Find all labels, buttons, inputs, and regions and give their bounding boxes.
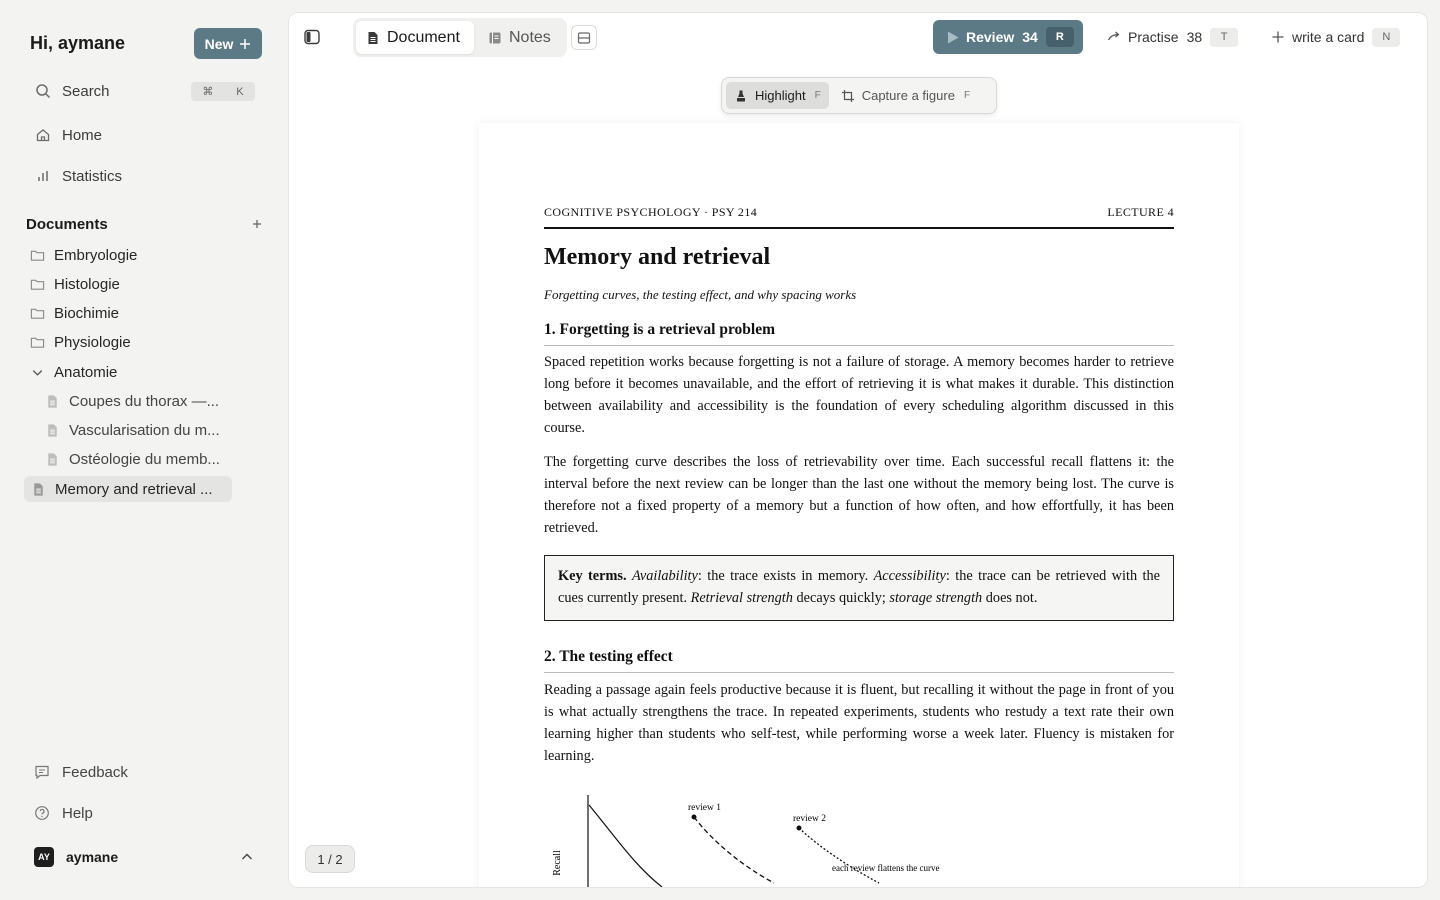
help-label: Help xyxy=(62,804,93,822)
section-heading: 2. The testing effect xyxy=(544,648,1174,673)
highlight-button[interactable] xyxy=(726,82,829,109)
figure-curve-after-review-2 xyxy=(799,828,879,883)
doc-vascularisation[interactable] xyxy=(45,417,231,443)
review-button[interactable] xyxy=(933,20,1083,54)
definition: : the trace exists in memory. xyxy=(697,568,874,584)
sidebar-item-home[interactable] xyxy=(26,119,256,151)
figure-curve-initial xyxy=(589,805,662,887)
document-label: Memory and retrieval ... xyxy=(55,480,213,498)
annotation-toolbar xyxy=(721,77,997,114)
tab-notes[interactable] xyxy=(478,21,561,54)
user-menu[interactable] xyxy=(34,846,260,868)
figure-curve-after-review-1 xyxy=(694,817,774,883)
document-icon xyxy=(366,31,380,45)
feedback-label: Feedback xyxy=(62,763,128,781)
folder-icon xyxy=(30,276,46,292)
doc-memory-retrieval[interactable] xyxy=(24,476,232,502)
folder-icon xyxy=(30,247,46,263)
figure-y-label: Recall xyxy=(552,850,563,876)
arrow-icon xyxy=(1107,30,1121,44)
kbd-cmd: ⌘ xyxy=(202,86,214,98)
play-icon xyxy=(947,31,959,44)
greeting: Hi, aymane xyxy=(30,33,126,53)
sidebar-item-label: Statistics xyxy=(62,167,123,185)
crop-icon xyxy=(841,89,855,103)
document-subtitle: Forgetting curves, the testing effect, and why spacing works xyxy=(544,287,857,302)
document-icon xyxy=(31,481,47,497)
plus-icon xyxy=(239,38,251,50)
term: Retrieval strength xyxy=(690,590,793,606)
document-panel xyxy=(288,12,1428,888)
sidebar xyxy=(0,0,288,900)
practise-count: 38 xyxy=(1186,29,1203,45)
document-title: Memory and retrieval xyxy=(544,244,771,270)
figure-label-review-2: review 2 xyxy=(793,814,826,824)
document-label: Coupes du thorax —... xyxy=(69,392,220,410)
term: Availability xyxy=(631,568,698,584)
plus-icon xyxy=(1271,30,1285,44)
folder-icon xyxy=(30,305,46,321)
forgetting-curve-figure xyxy=(544,795,964,888)
document-icon xyxy=(45,451,61,467)
write-card-button[interactable] xyxy=(1271,25,1400,49)
paragraph: The forgetting curve describes the loss of retrievability over time. Each successful recall flattens it: the interval before the next review can be longer than the last one without the memory being lost. The curve is therefore not a fixed property of a memory but a function of how often, and how effortfully, it has been retrieved. xyxy=(544,454,1174,536)
figure-point-review-1 xyxy=(692,815,697,820)
tab-label: Notes xyxy=(509,28,551,46)
folder-label: Histologie xyxy=(54,275,120,293)
practise-button[interactable] xyxy=(1107,25,1238,49)
sidebar-toggle-icon[interactable] xyxy=(303,28,321,46)
documents-header: Documents xyxy=(26,216,108,233)
new-button-label: New xyxy=(204,35,234,52)
running-header-right: LECTURE 4 xyxy=(1107,205,1174,219)
write-card-shortcut: N xyxy=(1372,28,1400,47)
new-button[interactable] xyxy=(194,28,262,59)
document-icon xyxy=(45,422,61,438)
statistics-icon xyxy=(34,167,52,185)
capture-shortcut: F xyxy=(963,90,971,101)
sidebar-item-label: Home xyxy=(62,126,103,144)
practise-shortcut: T xyxy=(1210,28,1238,47)
split-view-icon xyxy=(577,31,591,45)
definition: does not. xyxy=(982,590,1038,606)
document-icon xyxy=(45,393,61,409)
key-terms-lead: Key terms. xyxy=(558,568,627,584)
tab-document[interactable] xyxy=(356,21,474,54)
user-name: aymane xyxy=(66,849,119,865)
tab-label: Document xyxy=(387,28,460,46)
search-label: Search xyxy=(62,82,110,100)
help-icon xyxy=(34,804,52,822)
page-indicator: 1 / 2 xyxy=(305,845,355,873)
home-icon xyxy=(34,126,52,144)
folder-label: Physiologie xyxy=(54,333,131,351)
review-shortcut: R xyxy=(1046,27,1074,47)
folder-label: Embryologie xyxy=(54,246,138,264)
running-header-left: COGNITIVE PSYCHOLOGY · PSY 214 xyxy=(544,205,758,219)
avatar: AY xyxy=(34,847,54,867)
folder-label: Anatomie xyxy=(54,363,118,381)
figure-annotation: each review flattens the curve xyxy=(832,863,940,873)
highlight-label: Highlight xyxy=(755,88,806,103)
term: storage strength xyxy=(889,590,983,606)
review-label: Review xyxy=(966,29,1015,45)
capture-label: Capture a figure xyxy=(861,88,955,103)
chevron-down-icon xyxy=(30,364,46,380)
folder-icon xyxy=(30,334,46,350)
capture-figure-button[interactable] xyxy=(833,82,978,109)
folder-label: Biochimie xyxy=(54,304,120,322)
folder-embryologie[interactable] xyxy=(30,242,137,268)
split-view-button[interactable] xyxy=(571,25,597,50)
doc-osteologie[interactable] xyxy=(45,446,231,472)
paragraph: Spaced repetition works because forgetting is not a failure of storage. A memory becomes harder to retrieve long before it becomes unavailable, and the effort of retrieving it is what makes it durable. This distinction between availability and accessibility is the foundation of every scheduling algorithm discussed in this course. xyxy=(544,354,1174,436)
folder-physiologie[interactable] xyxy=(30,329,131,355)
sidebar-item-statistics[interactable] xyxy=(26,160,256,192)
definition: decays quickly; xyxy=(792,590,890,606)
definition: : the trace can be retrieved with the cues currently present. xyxy=(558,568,1160,606)
figure-point-review-2 xyxy=(797,826,802,831)
folder-biochimie[interactable] xyxy=(30,300,119,326)
search-icon xyxy=(34,82,52,100)
help-button[interactable] xyxy=(26,798,93,828)
document-label: Ostéologie du memb... xyxy=(69,450,220,468)
folder-histologie[interactable] xyxy=(30,271,120,297)
pdf-page xyxy=(479,123,1239,888)
doc-coupes-thorax[interactable] xyxy=(45,388,231,414)
highlight-shortcut: F xyxy=(814,90,821,101)
folder-anatomie[interactable] xyxy=(30,359,117,385)
figure-label-review-1: review 1 xyxy=(688,803,721,813)
feedback-button[interactable] xyxy=(26,757,128,787)
paragraph: Reading a passage again feels productive because it is fluent, but recalling it without the page in front of you is what actually strengthens the trace. In repeated experiments, students who restudy a text rate their own learning higher than students who self-test, while performing worse a week later. Fluency is mistaken for learning. xyxy=(544,682,1174,764)
chevron-up-icon xyxy=(240,850,254,864)
term: Accessibility xyxy=(873,568,946,584)
practise-label: Practise xyxy=(1128,29,1179,45)
feedback-icon xyxy=(34,763,52,781)
review-count: 34 xyxy=(1022,29,1038,45)
section-heading: 1. Forgetting is a retrieval problem xyxy=(544,321,1174,346)
running-header xyxy=(544,205,1174,229)
add-document-icon[interactable] xyxy=(250,217,264,231)
kbd-k: K xyxy=(236,85,244,98)
highlighter-icon xyxy=(734,89,748,103)
write-card-label: write a card xyxy=(1292,29,1365,45)
view-tabs xyxy=(353,18,567,57)
notes-icon xyxy=(488,31,502,45)
key-terms-box xyxy=(544,555,1174,621)
search-shortcut xyxy=(191,82,255,101)
document-label: Vascularisation du m... xyxy=(69,421,220,439)
